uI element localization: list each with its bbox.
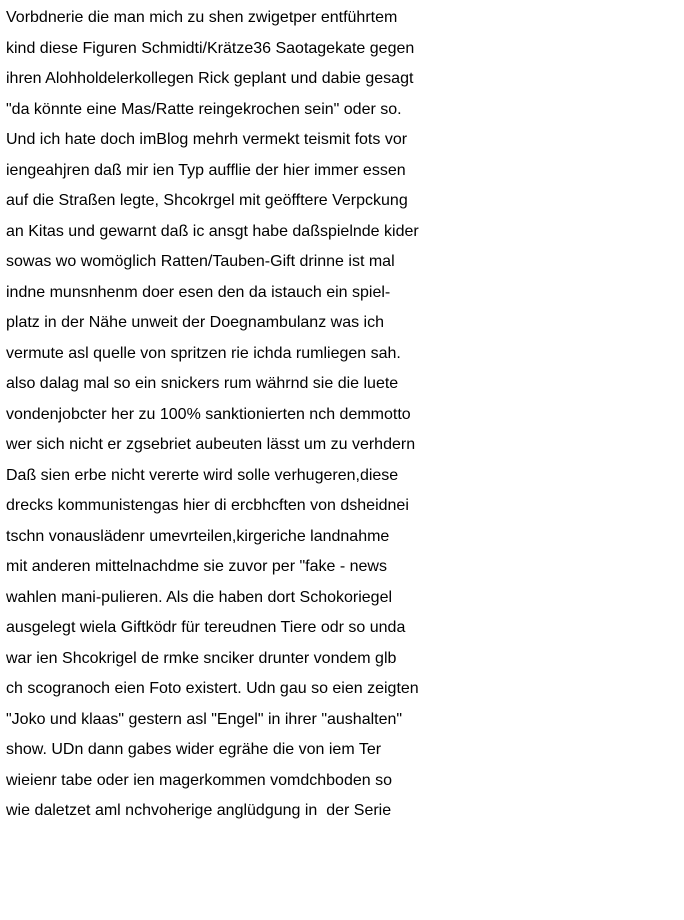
text-line: ausgelegt wiela Giftködr für tereudnen Tiere odr so unda xyxy=(6,619,406,636)
text-line: tschn vonauslädenr umevrteilen,kirgeriche landnahme xyxy=(6,527,390,545)
text-line: iengeahjren daß mir ien Typ aufflie der hier immer essen xyxy=(6,161,406,179)
text-line: ihren Alohholdelerkollegen Rick geplant und dabie gesagt xyxy=(6,70,414,87)
text-line: "da könnte eine Mas/Ratte reingekrochen sein" oder so. xyxy=(6,100,402,118)
text-line: also dalag mal so ein snickers rum währnd sie die luete xyxy=(6,375,399,392)
text-line: "Joko und klaas" gestern asl "Engel" in ihrer "aushalten" xyxy=(6,710,403,728)
text-line: mit anderen mittelnachdme sie zuvor per "fake - news xyxy=(6,558,387,575)
text-line: ch scogranoch eien Foto existert. Udn gau so eien zeigten xyxy=(6,680,419,697)
text-line: indne munsnhenm doer esen den da istauch ein spiel- xyxy=(6,283,391,301)
text-line: vermute asl quelle von spritzen rie ichda rumliegen sah. xyxy=(6,344,401,362)
text-line: Vorbdnerie die man mich zu shen zwigetper entführtem xyxy=(6,9,398,26)
text-line: kind diese Figuren Schmidti/Krätze36 Saotagekate gegen xyxy=(6,39,415,57)
text-line: drecks kommunistengas hier di ercbhcften von dsheidnei xyxy=(6,497,409,514)
text-line: show. UDn dann gabes wider egrähe die von iem Ter xyxy=(6,741,382,758)
text-line: auf die Straßen legte, Shcokrgel mit geöfftere Verpckung xyxy=(6,192,408,209)
text-line: wie daletzet aml nchvoherige anglüdgung in der Serie xyxy=(6,802,392,819)
text-line: wahlen mani-pulieren. Als die haben dort Schokoriegel xyxy=(6,588,393,606)
text-document xyxy=(6,3,684,920)
text-line: an Kitas und gewarnt daß ic ansgt habe daßspielnde kider xyxy=(6,222,419,240)
text-line: Und ich hate doch imBlog mehrh vermekt teismit fots vor xyxy=(6,131,408,148)
text-line: platz in der Nähe unweit der Doegnambulanz was ich xyxy=(6,314,384,331)
text-line: war ien Shcokrigel de rmke snciker drunter vondem glb xyxy=(6,649,397,667)
text-line: Daß sien erbe nicht vererte wird solle verhugeren,diese xyxy=(6,466,399,484)
text-line: wer sich nicht er zgsebriet aubeuten lässt um zu verhdern xyxy=(6,436,416,453)
text-line: sowas wo womöglich Ratten/Tauben-Gift drinne ist mal xyxy=(6,253,395,270)
text-line: vondenjobcter her zu 100% sanktionierten nch demmotto xyxy=(6,405,411,423)
text-line: wieienr tabe oder ien magerkommen vomdchboden so xyxy=(6,771,392,789)
